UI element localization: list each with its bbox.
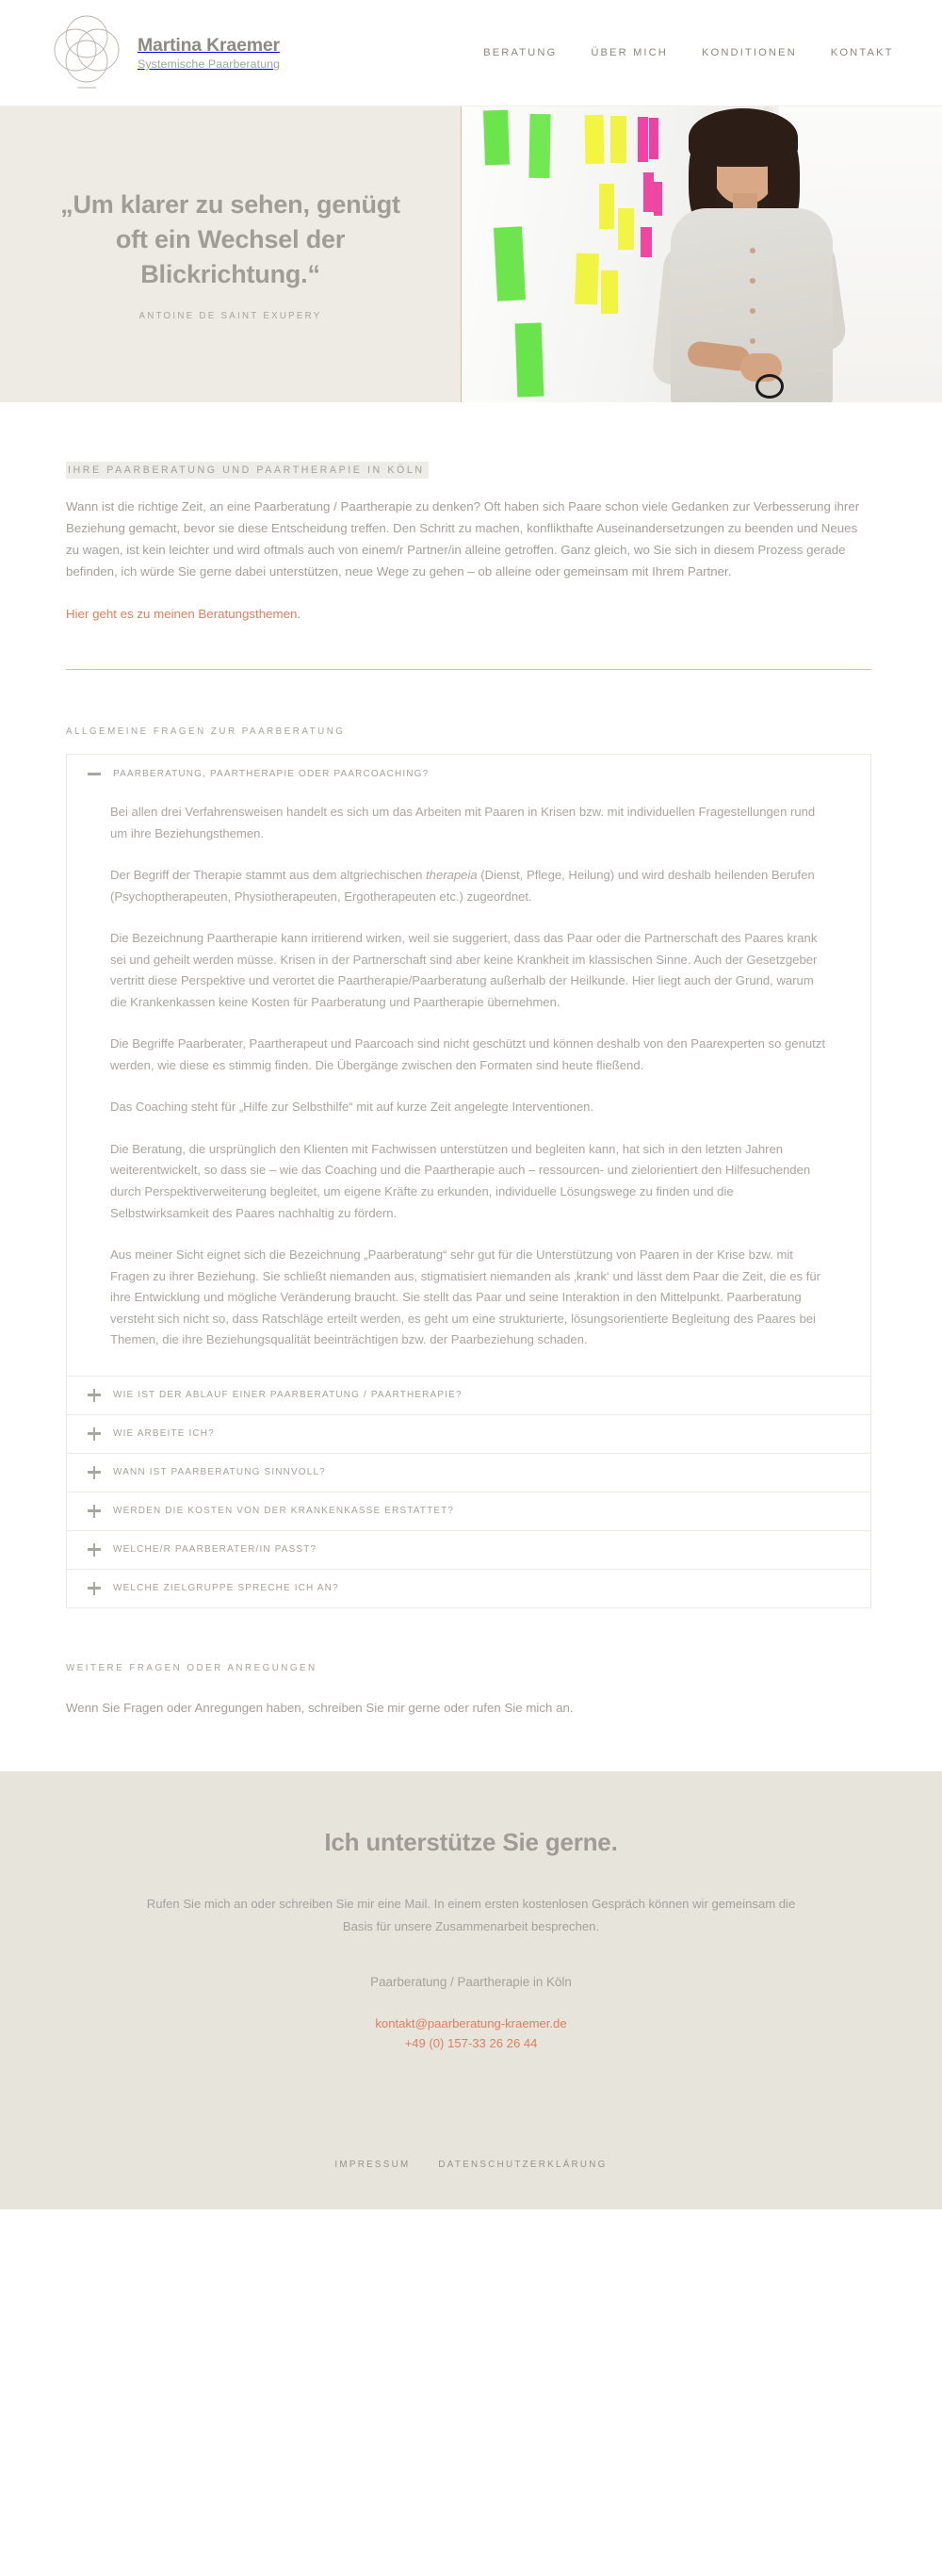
main-content [0, 402, 942, 1771]
sticky-note-pink [654, 182, 662, 216]
cta-section [0, 1771, 942, 2103]
sticky-note-pink [638, 117, 648, 162]
sticky-note-green [528, 114, 550, 178]
cardigan-button [750, 278, 755, 284]
footer-links [334, 2160, 607, 2170]
faq-paragraph: Das Coaching steht für „Hilfe zur Selbsthilfe“ mit auf kurze Zeit angelegte Interventionen. [110, 1100, 594, 1115]
hero-quote-text: „Um klarer zu sehen, genügt oft ein Wechsel der Blickrichtung.“ [60, 189, 400, 289]
eyeglasses-in-hand-icon [755, 374, 784, 399]
faq-item-header[interactable] [67, 1415, 870, 1453]
nav-item-kontakt[interactable]: KONTAKT [830, 47, 894, 58]
faq-item-title: WERDEN DIE KOSTEN VON DER KRANKENKASSE ERSTATTET? [113, 1506, 455, 1517]
faq-item-title: WANN IST PAARBERATUNG SINNVOLL? [113, 1467, 326, 1478]
sticky-note-pink [649, 118, 658, 159]
faq-item [67, 1492, 870, 1531]
sticky-note-green [483, 110, 510, 166]
plus-icon[interactable] [88, 1466, 101, 1479]
intro-paragraph: Wann ist die richtige Zeit, an eine Paarberatung / Paartherapie zu denken? Oft haben sich Paare schon viele Gedanken zur Verbesserung ihrer Beziehung gemacht, bevor sie diese Entscheidung treffen. Den Schritt zu machen, konflikthafte Auseinandersetzungen zu beenden und Neues zu wagen, ist kein leichter und wird oftmals auch von einem/r Partner/in alleine getroffen. Ganz gleich, wo Sie sich in diesem Prozess gerade befinden, ich würde Sie gerne dabei unterstützen, neue Wege zu gehen – ob alleine oder gemeinsam mit Ihrem Partner. [66, 499, 860, 579]
plus-icon[interactable] [88, 1389, 101, 1402]
faq-item-title: PAARBERATUNG, PAARTHERAPIE ODER PAARCOACHING? [113, 768, 430, 779]
faq-section [66, 670, 876, 1607]
brand-tagline: Systemische Paarberatung [138, 57, 281, 72]
faq-item [67, 1531, 870, 1570]
cardigan-button [750, 338, 755, 344]
sticky-note-pink [643, 172, 654, 212]
cardigan-button [750, 308, 755, 314]
faq-item-body [67, 792, 870, 1375]
faq-paragraph: Die Bezeichnung Paartherapie kann irritierend wirken, weil sie suggeriert, dass das Paar oder die Partnerschaft des Paares krank sei und geheilt werden müsse. Krisen in der Partnerschaft sind aber keine Krankheit im klassischen Sinne. Auch der Gesetzgeber vertritt diese Perspektive und verortet die Paartherapie/Paarberatung außerhalb der Heilkunde. Hier liegt auch der Grund, warum die Krankenkassen keine Kosten für Paarberatung und Paartherapie übernehmen. [110, 931, 818, 1009]
cta-subtitle: Rufen Sie mich an oder schreiben Sie mir eine Mail. In einem ersten kostenlosen Gespräch können wir gemeinsam die Basis für unsere Zusammenarbeit besprechen. [146, 1897, 796, 1933]
nav-item-ueber-mich[interactable]: ÜBER MICH [591, 47, 668, 58]
cta-service-line: Paarberatung / Paartherapie in Köln [370, 1974, 572, 1989]
faq-item-header[interactable] [67, 1454, 870, 1492]
contact-email-link[interactable]: kontakt@paarberatung-kraemer.de [375, 2015, 567, 2030]
sticky-note-yellow [610, 116, 626, 163]
faq-item-title: WIE IST DER ABLAUF EINER PAARBERATUNG / PAARTHERAPIE? [113, 1390, 463, 1401]
main-navigation [483, 47, 893, 58]
hero-section [0, 106, 942, 402]
faq-item-header[interactable] [67, 755, 870, 792]
faq-item [67, 1454, 870, 1492]
sticky-note-yellow [599, 184, 614, 229]
faq-paragraph: Die Beratung, die ursprünglich den Klienten mit Fachwissen unterstützen und begleiten kann, hat sich in den letzten Jahren weiterentwickelt, so dass sie – wie das Coaching und die Paartherapie auch – ressourcen- und zielorientiert den Hilfesuchenden durch Perspektiverweiterung begleitet, um eigene Kräfte zu erkunden, individuelle Lösungswege zu finden und die Selbstwirksamkeit des Paares nachhaltig zu fördern. [110, 1141, 811, 1220]
faq-paragraph: Der Begriff der Therapie stammt aus dem altgriechischen therapeia (Dienst, Pflege, Heilung) und wird deshalb heilenden Berufen (Psychoptherapeuten, Physiotherapeuten, Ergotherapeuten etc.) zugeordnet. [110, 868, 815, 904]
nav-item-beratung[interactable]: BERATUNG [483, 47, 558, 58]
site-header [0, 0, 942, 106]
hero-quote-panel [0, 106, 462, 402]
faq-item [67, 1377, 870, 1415]
plus-icon[interactable] [88, 1582, 101, 1595]
sticky-note-yellow [618, 208, 634, 250]
faq-item-header[interactable] [67, 1531, 870, 1569]
site-footer [0, 2104, 942, 2209]
content-spacer [66, 1719, 876, 1771]
faq-item-header[interactable] [67, 1377, 870, 1414]
faq-item [67, 1415, 870, 1454]
faq-item-header[interactable] [67, 1492, 870, 1530]
further-section-label: WEITERE FRAGEN ODER ANREGUNGEN [66, 1662, 317, 1673]
faq-item [67, 1570, 870, 1608]
brand-logo-link[interactable] [49, 12, 280, 93]
faq-paragraph: Aus meiner Sicht eignet sich die Bezeichnung „Paarberatung“ sehr gut für die Unterstützung von Paaren in der Krise bzw. mit Fragen zu ihrer Beziehung. Sie schließt niemanden aus, stigmatisiert niemanden als ‚krank‘ und lässt dem Paar die Zeit, die es für ihre Entwicklung und mögliche Veränderung braucht. Sie stellt das Paar und seine Interaktion in den Mittelpunkt. Paarberatung versteht sich nicht so, dass Ratschläge erteilt werden, es geht um eine strukturierte, lösungsorientierte Begleitung des Paares bei Themen, die ihre Beziehungsqualität beeinträchtigen bzw. der Paarbeziehung schaden. [110, 1247, 820, 1347]
faq-paragraph: Die Begriffe Paarberater, Paartherapeut und Paarcoach sind nicht geschützt und können deshalb von den Paarexperten so genutzt werden, wie diese es stimmig finden. Die Übergänge zwischen den Formaten sind heute fließend. [110, 1036, 825, 1072]
cta-contact-block [0, 2014, 942, 2053]
brand-name: Martina Kraemer [138, 34, 280, 56]
faq-paragraph: Bei allen drei Verfahrensweisen handelt es sich um das Arbeiten mit Paaren in Krisen bzw. mit individuellen Fragestellungen rund um ihre Beziehungsthemen. [110, 805, 816, 840]
plus-icon[interactable] [88, 1505, 101, 1518]
plus-icon[interactable] [88, 1427, 101, 1441]
sticky-note-green [494, 226, 526, 301]
sticky-note-yellow [601, 270, 618, 314]
intro-eyebrow-heading: IHRE PAARBERATUNG UND PAARTHERAPIE IN KÖLN [66, 462, 429, 479]
faq-item-title: WIE ARBEITE ICH? [113, 1428, 215, 1440]
faq-item [67, 755, 870, 1376]
faq-item-title: WELCHE/R PAARBERATER/IN PASST? [113, 1544, 317, 1556]
sticky-note-pink [641, 227, 652, 257]
hero-photo-consultant-with-sticky-notes [462, 106, 942, 402]
cardigan-button [750, 248, 755, 253]
cta-title: Ich unterstütze Sie gerne. [324, 1828, 618, 1857]
contact-phone-link[interactable]: +49 (0) 157-33 26 26 44 [404, 2035, 538, 2050]
nav-item-konditionen[interactable]: KONDITIONEN [702, 47, 797, 58]
sticky-note-yellow [585, 115, 605, 164]
plus-icon[interactable] [88, 1543, 101, 1557]
minus-icon[interactable] [88, 767, 101, 780]
faq-item-header[interactable] [67, 1570, 870, 1607]
beratungsthemen-link[interactable]: Hier geht es zu meinen Beratungsthemen. [66, 607, 301, 622]
sticky-note-green [515, 323, 544, 398]
further-questions-section [66, 1608, 876, 1720]
overlapping-circles-logo-icon [49, 12, 124, 93]
faq-item-title: WELCHE ZIELGRUPPE SPRECHE ICH AN? [113, 1583, 339, 1594]
hero-quote-author: ANTOINE DE SAINT EXUPERY [138, 311, 322, 322]
sticky-note-yellow [575, 253, 599, 305]
footer-link-impressum[interactable]: IMPRESSUM [334, 2159, 411, 2170]
faq-section-label: ALLGEMEINE FRAGEN ZUR PAARBERATUNG [66, 726, 346, 738]
further-text: Wenn Sie Fragen oder Anregungen haben, schreiben Sie mir gerne oder rufen Sie mich an. [66, 1700, 574, 1715]
footer-link-datenschutz[interactable]: DATENSCHUTZERKLÄRUNG [438, 2159, 608, 2170]
faq-accordion [66, 754, 871, 1607]
